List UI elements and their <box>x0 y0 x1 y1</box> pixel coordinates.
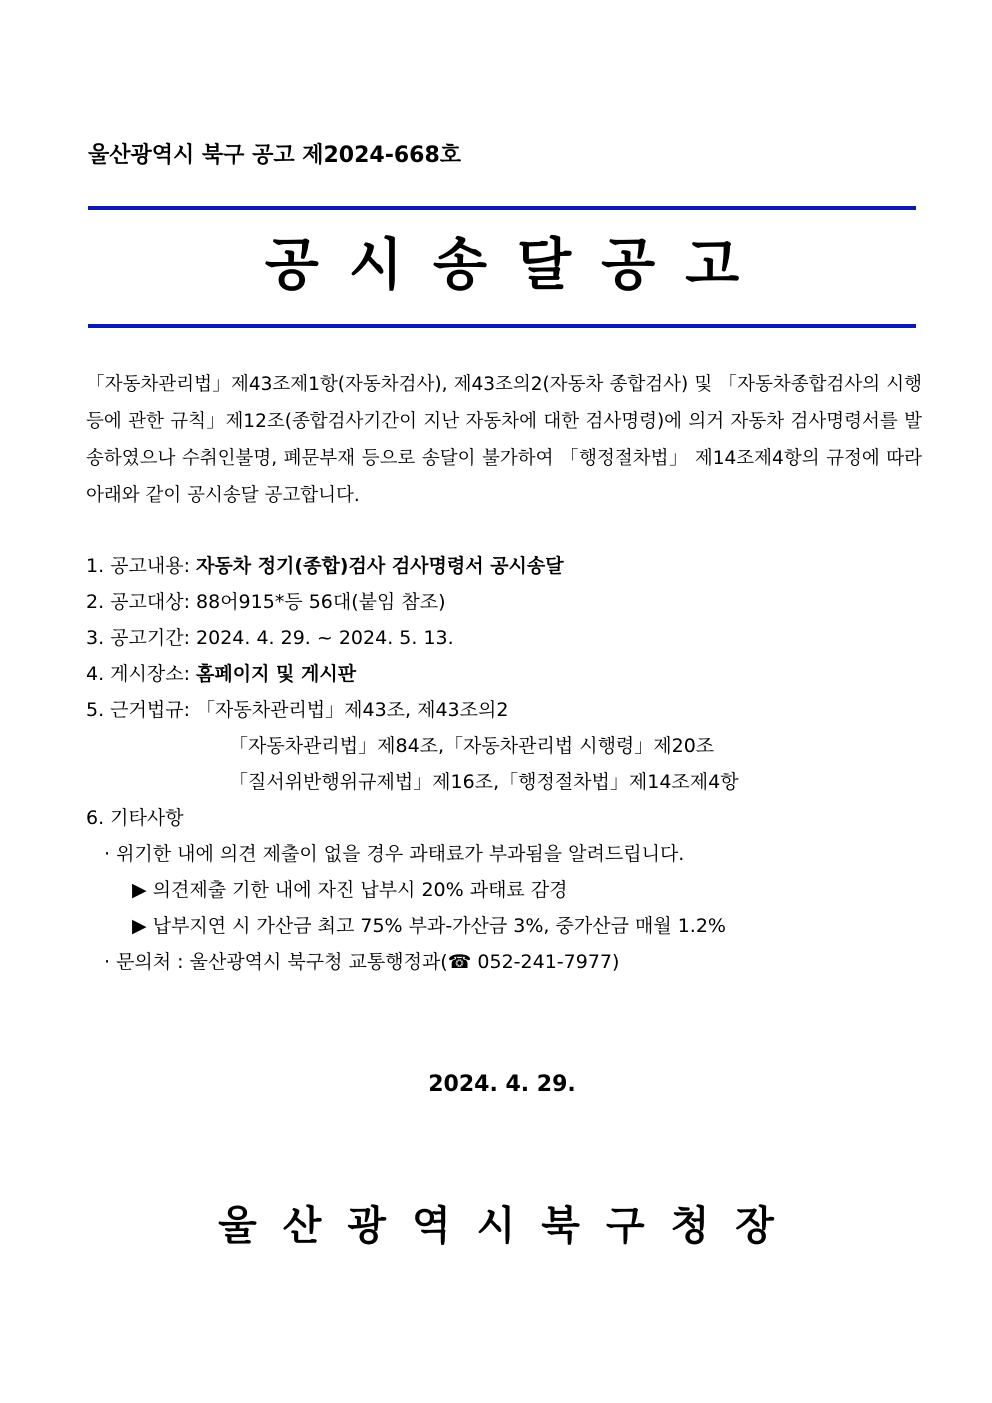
item-legal-basis-line2: 「자동차관리법」제84조,「자동차관리법 시행령」제20조 <box>229 735 715 757</box>
item-legal-basis <box>86 692 508 728</box>
item-legal-basis-line3: 「질서위반행위규제법」제16조,「행정절차법」제14조제4항 <box>229 771 739 793</box>
item-period-label: 3. 공고기간: <box>86 627 197 649</box>
item-legal-basis-label: 5. 근거법규: <box>86 699 197 721</box>
etc-arrow-surcharge: ▶ 납부지연 시 가산금 최고 75% 부과-가산금 3%, 중가산금 매월 1.2% <box>132 915 726 937</box>
item-content <box>86 548 564 584</box>
item-legal-basis-line1: 「자동차관리법」제43조, 제43조의2 <box>196 699 509 721</box>
item-place-value: 홈페이지 및 게시판 <box>196 663 357 685</box>
etc-arrow-reduction: ▶ 의견제출 기한 내에 자진 납부시 20% 과태료 감경 <box>132 879 568 901</box>
notice-number: 울산광역시 북구 공고 제2024-668호 <box>88 143 462 168</box>
item-period <box>86 620 454 656</box>
item-etc: 6. 기타사항 <box>86 807 184 829</box>
etc-bullet-contact: · 문의처 : 울산광역시 북구청 교통행정과(☎ 052-241-7977) <box>104 951 620 973</box>
item-target <box>86 584 446 620</box>
title-bottom-rule <box>88 324 916 328</box>
item-place <box>86 656 356 692</box>
item-target-label: 2. 공고대상: <box>86 591 197 613</box>
item-content-value: 자동차 정기(종합)검사 검사명령서 공시송달 <box>196 555 564 577</box>
notice-date: 2024. 4. 29. <box>428 1072 576 1097</box>
title-top-rule <box>88 206 916 210</box>
issuer-name: 울산광역시북구청장 <box>218 1202 800 1249</box>
intro-paragraph: 「자동차관리법」제43조제1항(자동차검사), 제43조의2(자동차 종합검사) 및 「자동차종합검사의 시행 등에 관한 규칙」제12조(종합검사기간이 지난 자동차에 대한 검사명령)에 의거 자동차 검사명령서를 발송하였으나 수취인불명, 폐문부재 등으로 송달이 불가하여 「행정절차법」 제14조제4항의 규정에 따라 아래와 같이 공시송달 공고합니다. <box>86 374 922 506</box>
item-content-label: 1. 공고내용: <box>86 555 197 577</box>
page-title: 공시송달공고 <box>264 233 770 298</box>
item-period-value: 2024. 4. 29. ~ 2024. 5. 13. <box>196 627 454 649</box>
etc-bullet-deadline: · 위기한 내에 의견 제출이 없을 경우 과태료가 부과됨을 알려드립니다. <box>104 843 685 865</box>
item-place-label: 4. 게시장소: <box>86 663 197 685</box>
item-target-value: 88어915*등 56대(붙임 참조) <box>196 591 446 613</box>
